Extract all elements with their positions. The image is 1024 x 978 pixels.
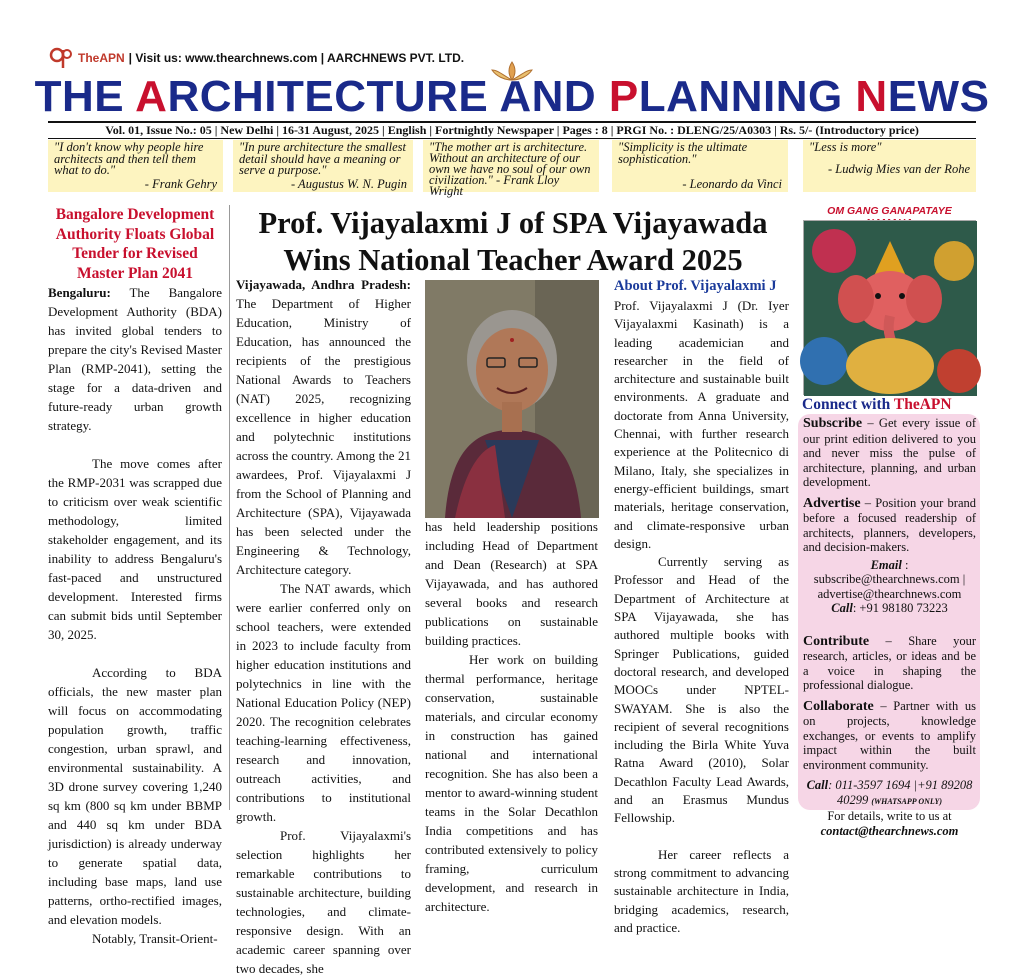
quote-box: "I don't know why people hire architects and then tell them what to do." - Frank Gehry (48, 140, 223, 192)
brand-name: TheAPN (78, 51, 125, 65)
quote-box: "Less is more" - Ludwig Mies van der Rohe (803, 140, 976, 192)
main-article-column-2: has held leadership positions including Head of Department and Dean (Research) at SPA Vijayawada, and has authored several books and research publications on sustainable building practices. Her work on building thermal performance, heritage conservation, sustainable materials, and circular economy in construction has gained national and international recognition. She has also been a mentor to award-winning student teams in the Solar Decathlon India competitions and has contributed extensively to policy framing, curriculum development, and research in architecture. (425, 519, 598, 914)
connect-heading: Connect with TheAPN (802, 396, 952, 413)
quote-box: "The mother art is architecture. Without an architecture of our own we have no soul of our own civilization." - Frank Lloy Wright (423, 140, 599, 192)
main-article-column-1: Vijayawada, Andhra Pradesh: The Department of Higher Education, Ministry of Education, has announced the recipients of the prestigious National Awards to Teachers (NAT) 2025, recognizing excellence in higher education and polytechnic institutions across the country. Among the 21 awardees, Prof. Vijayalaxmi J from the School of Planning and Architecture (SPA), Vijayawada has been selected under the Engineering & Technology, Architecture category. The NAT awards, which were earlier conferred only on school teachers, were extended in 2023 to include faculty from higher education institutions and polytechnics in line with the National Education Policy (NEP) 2020. The recognition celebrates teaching-learning effectiveness, research and innovation, outreach activities, and contributions to institutional growth. Prof. Vijayalaxmi's selection highlights her remarkable contributions to sustainable architecture, building technologies, and climate-responsive design. With an academic career spanning over two decades, she (236, 277, 411, 976)
apn-logo-icon (48, 46, 74, 70)
phone-contact[interactable]: Call: +91 98180 73223 (831, 601, 948, 615)
portrait-photo (425, 280, 599, 518)
left-article-headline[interactable]: Bangalore Development Authority Floats Global Tender for Revised Master Plan 2041 (55, 206, 215, 282)
masthead-rule-bottom (48, 138, 976, 139)
left-article-body: Bengaluru: The Bangalore Development Authority (BDA) has invited global tenders to prepare the city's Revised Master Plan (RMP-2041), setting the stage for a data-driven and future-ready urban growth strategy. The move comes after the RMP-2031 was scrapped due to criticism over weak scientific methodology, limited stakeholder engagement, and its inability to address Bengaluru's fast-paced and unstructured development. Interested firms can submit bids until September 30, 2025. According to BDA officials, the new master plan will focus on accommodating population growth, traffic congestion, urban sprawl, and environmental sustainability. A 3D drone survey covering 1,240 sq km (800 sq km under BBMP and 440 sq km under BDA jurisdiction) is already underway to generate spatial data, including base maps, land use patterns, ortho-rectified images, and elevation models. Notably, Transit-Orient- (48, 285, 222, 946)
ganesha-painting (803, 220, 976, 395)
quote-box: "Simplicity is the ultimate sophistication." - Leonardo da Vinci (612, 140, 788, 192)
details-contact[interactable]: For details, write to us at contact@thearchnews.com (820, 809, 959, 838)
newspaper-masthead: THE ARCHITECTURE AND PLANNING NEWS (34, 72, 990, 121)
issue-info-bar: Vol. 01, Issue No.: 05 | New Delhi | 16-31 August, 2025 | English | Fortnightly Newspaper | Pages : 8 | PRGI No. : DLENG/25/A0303 | Rs. 5/- (Introductory price) (105, 123, 919, 137)
website-link[interactable]: | Visit us: www.thearchnews.com | AARCHNEWS PVT. LTD. (128, 51, 465, 65)
whatsapp-contact[interactable]: Call: 011-3597 1694 |+91 89208 40299 (WHATSAPP ONLY) (806, 778, 973, 807)
ganesh-caption: OM GANG GANAPATAYE (827, 205, 952, 217)
main-article-headline[interactable]: Prof. Vijayalaxmi J of SPA Vijayawada Wins National Teacher Award 2025 (258, 206, 768, 277)
about-section-heading: About Prof. Vijayalaxmi J (614, 278, 777, 294)
quote-box: "In pure architecture the smallest detail should have a meaning or serve a purpose." - Augustus W. N. Pugin (233, 140, 413, 192)
about-section-body: Prof. Vijayalaxmi J (Dr. Iyer Vijayalaxmi Kasinath) is a leading academician and researcher in the field of architecture and sustainable built environments. A graduate and doctorate from Anna University, Chennai, with further research experience at the Politecnico di Milano, Italy, she specializes in energy-efficient buildings, smart materials, heritage conservation, and climate-responsive urban design. Currently serving as Professor and Head of the Department of Architecture at SPA Vijayawada, she has authored multiple books with Springer Publications, guided doctoral research, and developed MOOCs under NPTEL-SWAYAM. She is also the recipient of several recognitions including the Birla White Yuva Ratna Award (2010), Solar Decathlon Faculty Lead Awards, and an Erasmus Mundus Fellowship. Her career reflects a strong commitment to advancing sustainable architecture in India, bridging academics, research, and practice. (614, 298, 789, 935)
email-contact[interactable]: Email : subscribe@thearchnews.com | advertise@thearchnews.com (813, 557, 966, 601)
publisher-line (48, 46, 464, 70)
column-divider (229, 205, 230, 810)
connect-panel: Subscribe – Get every issue of our print edition delivered to you and never miss the pulse of architecture, planning, and urban development. Advertise – Position your brand before a focused readership of architects, planners, developers, and decision-makers. Email : subscribe@thearchnews.com | advertise@thearchnews.com Call: +91 98180 73223 Contribute – Share your research, articles, or ideas and be a voice in shaping the professional dialogue. Collaborate – Partner with us on projects, knowledge exchanges, or events to amplify impact within the built environment community. Call: 011-3597 1694 |+91 89208 40299 (WHATSAPP ONLY) For details, write to us at contact@thearchnews.com (803, 416, 976, 838)
